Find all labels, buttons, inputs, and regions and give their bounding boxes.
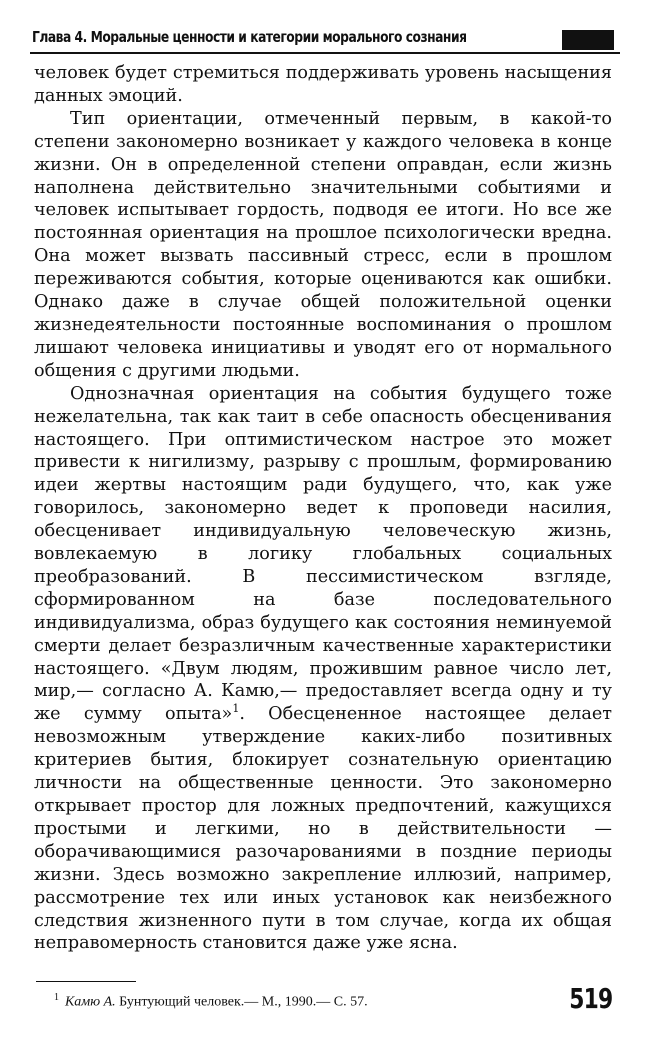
page-number: 519 [568, 982, 612, 1015]
paragraph-future-orientation [34, 383, 612, 956]
paragraph-text-part-1: Однозначная ориентация на события будущего тоже нежелательна, так как таит в себе опасность обесценивания настоящего. При оптимистическом настрое это может привести к нигилизму, разрыву с прошлым, формированию идеи жертвы настоящим ради будущего, что, как уже говорилось, закономерно ведет к проповеди насилия, обесценивает индивидуальную человеческую жизнь, вовлекаемую в логику глобальных социальных преобразований. В пессимистическом взгляде, сформированном на базе последовательного индивидуализма, образ будущего как состояния неминуемой смерти делает безразличным качественные характеристики настоящего. «Двум людям, прожившим равное число лет, мир,— согласно А. Камю,— предоставляет всегда одну и ту же сумму опыта» [34, 383, 612, 725]
footnote-text: Бунтующий человек.— М., 1990.— С. 57. [115, 994, 368, 1010]
footnote [54, 992, 368, 1011]
paragraph-text-part-2: . Обесцененное настоящее делает невозможным утверждение каких-либо позитивных критериев бытия, блокирует сознательную ориентацию личности на общественные ценности. Это закономерно открывает простор для ложных предпочтений, кажущихся простыми и легкими, но в действительности — оборачивающимися разочарованиями в поздние периоды жизни. Здесь возможно закрепление иллюзий, например, рассмотрение тех или иных установок как неизбежного следствия жизненного пути в том случае, когда их общая неправомерность становится даже уже ясна. [34, 704, 612, 954]
header-black-bar [562, 30, 614, 50]
footnote-reference[interactable]: 1 [232, 702, 240, 716]
running-head [30, 26, 620, 54]
footnote-divider [36, 981, 136, 982]
footnote-number: 1 [54, 992, 59, 1003]
paragraph-past-orientation: Тип ориентации, отмеченный первым, в какой-то степени закономерно возникает у каждого человека в конце жизни. Он в определенной степени оправдан, если жизнь наполнена действительно значительными событиями и человек испытывает гордость, подводя ее итоги. Но все же постоянная ориентация на прошлое психологически вредна. Она может вызвать пассивный стресс, если в прошлом переживаются события, которые оцениваются как ошибки. Однако даже в случае общей положительной оценки жизнедеятельности постоянные воспоминания о прошлом лишают человека инициативы и уводят его от нормального общения с другими людьми. [34, 108, 612, 381]
chapter-running-title: Глава 4. Моральные ценности и категории морального сознания [32, 28, 467, 46]
footnote-author: Камю А. [65, 994, 116, 1010]
body-text [34, 62, 612, 955]
paragraph-continuation: человек будет стремиться поддерживать уровень насыщения данных эмоций. [34, 63, 612, 106]
